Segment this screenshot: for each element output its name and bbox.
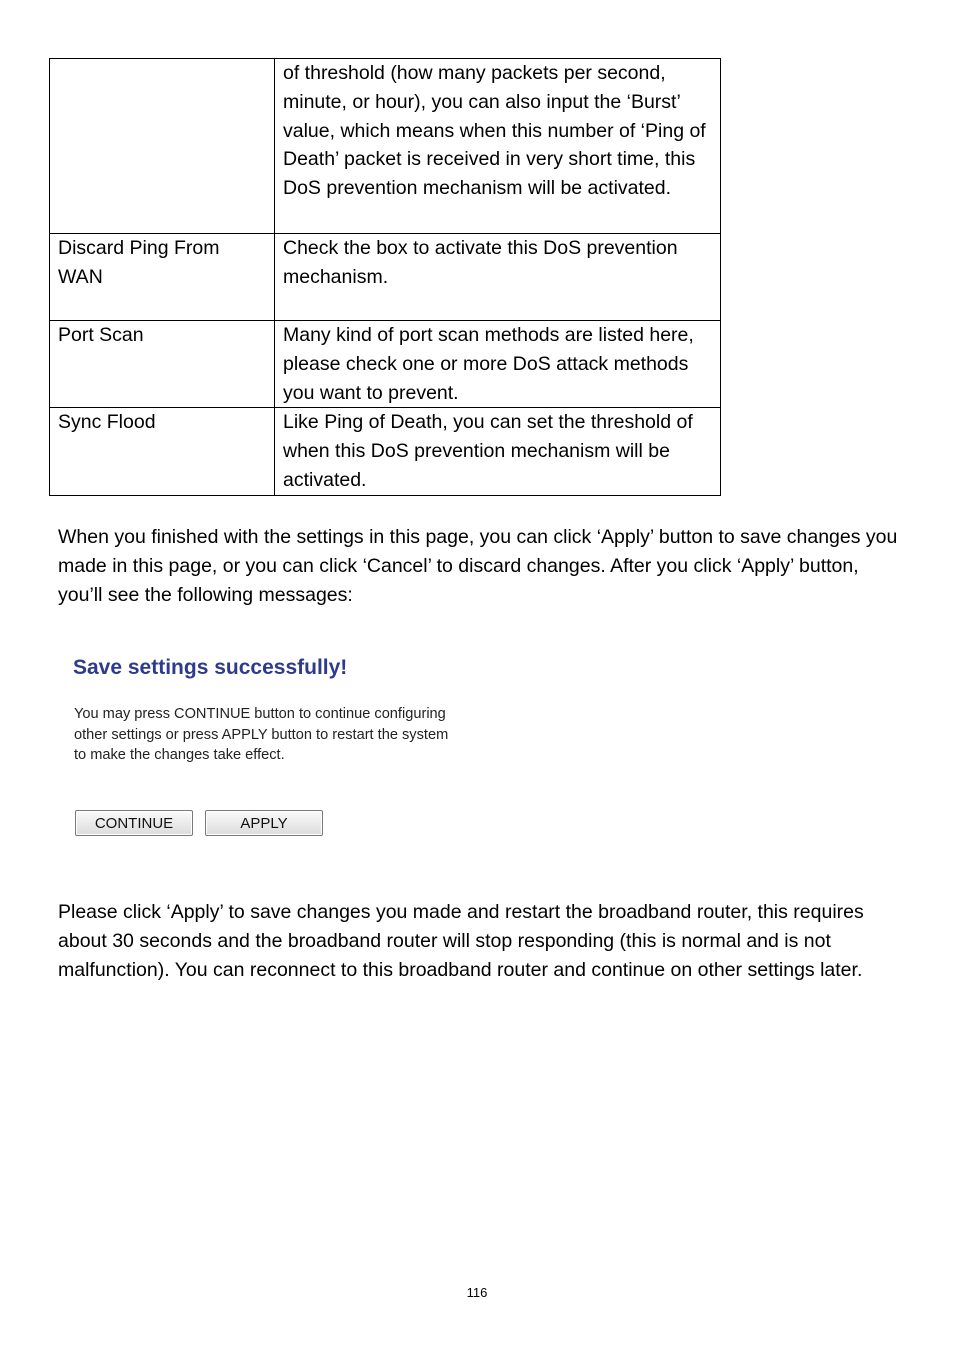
- table-cell-description: Many kind of port scan methods are listed here, please check one or more DoS attack methods you want to prevent.: [275, 321, 721, 408]
- table-cell-description: of threshold (how many packets per second, minute, or hour), you can also input the ‘Burst’ value, which means when this number of ‘Ping of Death’ packet is received in very short time, this DoS prevention mechanism will be activated.: [275, 59, 721, 234]
- table-row: [50, 234, 721, 321]
- table-row: [50, 408, 721, 496]
- paragraph-after-table: When you finished with the settings in this page, you can click ‘Apply’ button to save changes you made in this page, or you can click ‘Cancel’ to discard changes. After you click ‘Apply’ button, you’ll see the following messages:: [58, 526, 898, 606]
- paragraph-after-screenshot: Please click ‘Apply’ to save changes you made and restart the broadband router, this requires about 30 seconds and the broadband router will stop responding (this is normal and is not malfunction). You can reconnect to this broadband router and continue on other settings later.: [58, 901, 864, 981]
- table-row: [50, 59, 721, 234]
- save-success-title: Save settings successfully!: [73, 656, 348, 679]
- table-cell-description: Check the box to activate this DoS prevention mechanism.: [275, 234, 721, 321]
- settings-table: [49, 58, 721, 496]
- table-cell-label: Port Scan: [50, 321, 275, 408]
- page-number: 116: [466, 1285, 488, 1300]
- table-cell-label: Sync Flood: [50, 408, 275, 496]
- save-settings-screenshot: [73, 652, 473, 842]
- save-success-message: You may press CONTINUE button to continue configuring other settings or press APPLY button to restart the system to make the changes take effect.: [74, 706, 449, 763]
- apply-button[interactable]: APPLY: [205, 810, 323, 836]
- table-cell-description: Like Ping of Death, you can set the threshold of when this DoS prevention mechanism will be activated.: [275, 408, 721, 496]
- table-row: [50, 321, 721, 408]
- table-cell-label: [50, 59, 275, 234]
- continue-button[interactable]: CONTINUE: [75, 810, 193, 836]
- table-cell-label: Discard Ping From WAN: [50, 234, 275, 321]
